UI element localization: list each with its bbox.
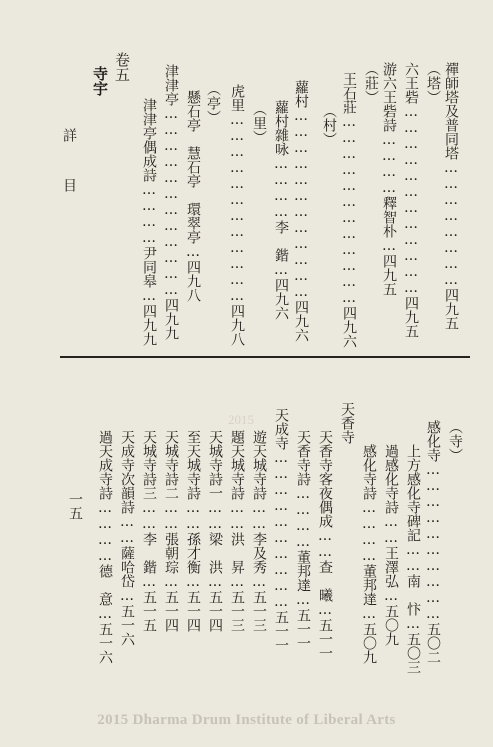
toc-entry: 題天城寺詩……洪 昇…五一三: [229, 430, 245, 632]
watermark: 2015 Dharma Drum Institute of Liberal Arts: [97, 712, 396, 728]
toc-entry: 王石莊………………………………四九六: [341, 72, 357, 348]
toc-entry: 天成寺…………………………五一一: [273, 408, 289, 652]
toc-entry: 天香寺客夜偶成……查 曦…五一一: [317, 430, 333, 660]
toc-entry: 蘿村………………………………四九六: [293, 80, 309, 342]
chapter-title: 寺宇: [91, 66, 109, 96]
toc-entry: 天城寺詩三……李 鍇…五一五: [141, 430, 157, 632]
toc-entry: 至天城寺詩……孫才衡…五一四: [185, 430, 201, 632]
toc-entry: 上方感化寺碑記……南 忭…五〇三: [405, 444, 421, 674]
toc-entry: 過天成寺詩…………德 意…五一六: [97, 430, 113, 664]
running-head-char: 目: [61, 178, 77, 192]
toc-entry: 天成寺次韻詩……薩哈岱…五一六: [119, 430, 135, 646]
page-number: 一五: [67, 492, 83, 520]
toc-entry: 天城寺詩一……梁 洪…五一四: [207, 430, 223, 632]
toc-entry: 天香寺詩…………董邦達…五一一: [295, 430, 311, 650]
toc-entry: 津津亭………………………………四九九: [163, 64, 179, 340]
toc-entry: 感化寺…………………………五〇二: [425, 420, 441, 664]
toc-entry: 天香寺: [339, 402, 355, 444]
section-header: （亭）: [205, 82, 221, 124]
section-header: （村）: [321, 104, 337, 146]
toc-entry: 天城寺詩二……張朝琮…五一四: [163, 430, 179, 632]
page-divider: [60, 356, 470, 358]
section-header: （里）: [251, 102, 267, 144]
faint-stamp: 2015: [228, 412, 254, 427]
toc-entry: 懸石亭 慧石亭 環翠亭…四九八: [185, 90, 201, 302]
toc-entry: 遊天城寺詩……李及秀…五一三: [251, 430, 267, 632]
toc-entry: 六王砦………………………………四九五: [403, 62, 419, 338]
volume-title: 卷五: [113, 52, 131, 82]
toc-entry: 感化寺詩…………董邦達…五〇九: [361, 444, 377, 664]
section-header: （寺）: [447, 420, 463, 462]
toc-entry: 虎里………………………………四九八: [229, 84, 245, 346]
toc-entry: 津津亭偶成詩…………尹同皋…四九九: [141, 98, 157, 346]
section-header: （塔）: [425, 62, 441, 104]
running-head-char: 詳: [61, 128, 77, 142]
toc-entry: 禪師塔及普同塔……………………四九五: [443, 62, 459, 330]
section-header: （莊）: [363, 62, 379, 104]
toc-entry: 蘿村雜咏…………李 鍇…四九六: [273, 100, 289, 320]
toc-entry: 過感化寺詩……王澤弘…五〇九: [383, 444, 399, 646]
toc-entry: 游六王砦詩…………釋智朴…四九五: [381, 62, 397, 296]
